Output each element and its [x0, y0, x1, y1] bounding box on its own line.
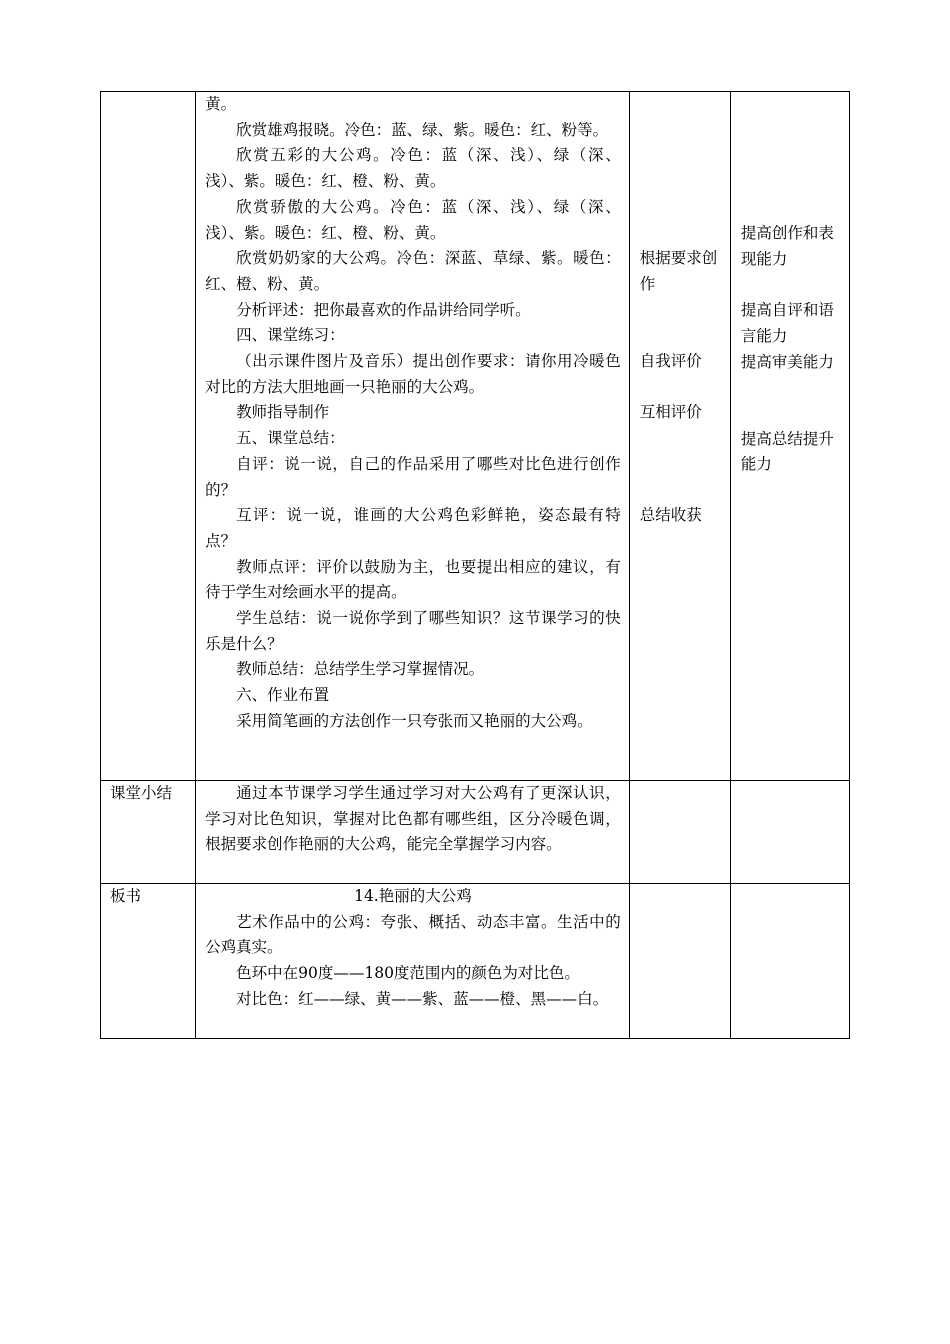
lesson-plan-table — [100, 91, 850, 1039]
section-heading: 六、作业布置 — [236, 686, 330, 705]
content-line: 教师总结：总结学生学习掌握情况。 — [236, 660, 485, 679]
activity-item: 总结收获 — [639, 505, 702, 524]
content-line: 学生总结：说一说你学到了哪些知识？这节课学习的快乐是什么？ — [205, 609, 621, 653]
design-intent-cell — [730, 92, 849, 781]
summary-row — [101, 781, 850, 884]
content-line: 欣赏五彩的大公鸡。冷色：蓝（深、浅）、绿（深、浅）、紫。暖色：红、橙、粉、黄。 — [205, 146, 621, 191]
section-heading: 四、课堂练习： — [236, 326, 345, 345]
board-content-cell — [196, 884, 630, 1039]
content-line: 欣赏奶奶家的大公鸡。冷色：深蓝、草绿、紫。暖色：红、橙、粉、黄。 — [205, 249, 621, 293]
board-row — [101, 884, 850, 1039]
intent-item: 提高创作和表现能力 — [740, 224, 834, 268]
board-empty-cell — [730, 884, 849, 1039]
content-line: 分析评述：把你最喜欢的作品讲给同学听。 — [236, 300, 531, 319]
activity-item: 自我评价 — [639, 352, 702, 371]
intent-item: 提高审美能力 — [740, 352, 834, 371]
content-line: 黄。 — [205, 95, 237, 113]
summary-text: 通过本节课学习学生通过学习对大公鸡有了更深认识，学习对比色知识，掌握对比色都有哪些组，区分冷暖色调，根据要求创作艳丽的大公鸡，能完全掌握学习内容。 — [205, 784, 621, 854]
section-heading: 五、课堂总结： — [236, 429, 345, 448]
content-line: 欣赏骄傲的大公鸡。冷色：蓝（深、浅）、绿（深、浅）、紫。暖色：红、橙、粉、黄。 — [205, 197, 621, 242]
process-content-cell — [196, 92, 630, 781]
content-line: 欣赏雄鸡报晓。冷色：蓝、绿、紫。暖色：红、粉等。 — [236, 120, 609, 139]
intent-item: 提高自评和语言能力 — [740, 301, 834, 346]
activity-item: 根据要求创作 — [639, 249, 718, 293]
board-line: 色环中在90度——180度范围内的颜色为对比色。 — [236, 964, 580, 983]
board-empty-cell — [629, 884, 730, 1039]
summary-content-cell — [196, 781, 630, 884]
board-line: 对比色：红——绿、黄——紫、蓝——橙、黑——白。 — [236, 989, 609, 1008]
activity-item: 互相评价 — [639, 403, 702, 422]
content-line: 采用简笔画的方法创作一只夸张而又艳丽的大公鸡。 — [236, 711, 593, 730]
content-line: 教师指导制作 — [236, 403, 330, 422]
intent-item: 提高总结提升能力 — [740, 429, 834, 474]
summary-empty-cell — [629, 781, 730, 884]
board-label: 板书 — [101, 884, 196, 1039]
content-line: （出示课件图片及音乐）提出创作要求：请你用冷暖色对比的方法大胆地画一只艳丽的大公鸡。 — [205, 352, 621, 396]
student-activity-cell — [629, 92, 730, 781]
summary-empty-cell — [730, 781, 849, 884]
content-line: 互评：说一说，谁画的大公鸡色彩鲜艳，姿态最有特点？ — [205, 506, 621, 550]
process-label-cell — [101, 92, 196, 781]
teaching-process-row — [101, 92, 850, 781]
content-line: 教师点评：评价以鼓励为主，也要提出相应的建议，有待于学生对绘画水平的提高。 — [205, 557, 621, 602]
board-line: 艺术作品中的公鸡：夸张、概括、动态丰富。生活中的公鸡真实。 — [205, 912, 621, 957]
summary-label: 课堂小结 — [101, 781, 196, 884]
board-title: 14.艳丽的大公鸡 — [354, 887, 472, 905]
content-line: 自评：说一说，自己的作品采用了哪些对比色进行创作的？ — [205, 454, 621, 499]
